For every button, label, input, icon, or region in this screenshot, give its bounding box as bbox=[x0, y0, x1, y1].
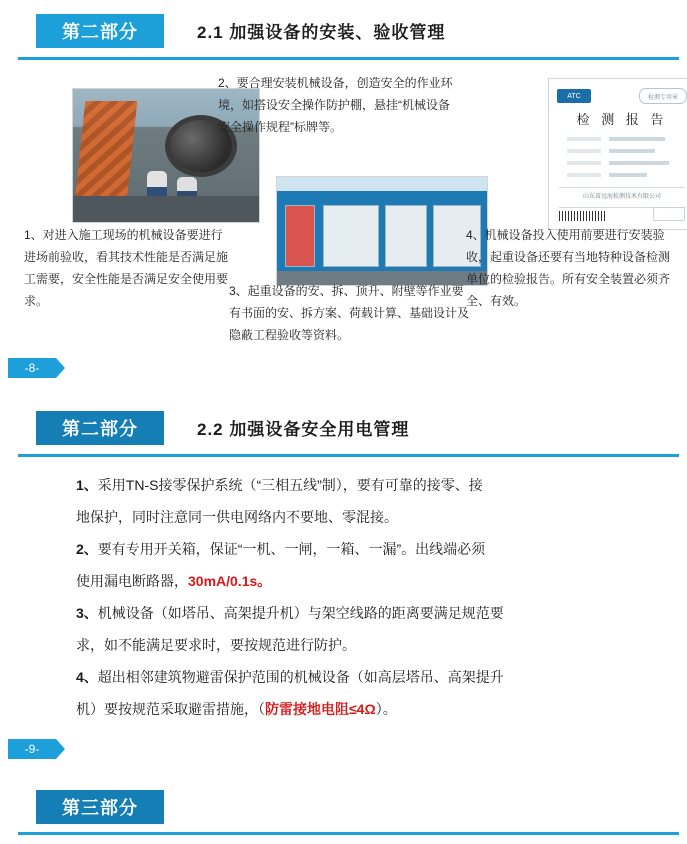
section-tag: 第三部分 bbox=[36, 790, 164, 824]
report-title: 检 测 报 告 bbox=[576, 112, 668, 127]
page-number-badge: -8- bbox=[8, 358, 56, 378]
item-number: 3、 bbox=[76, 605, 98, 621]
list-item-continued bbox=[76, 565, 646, 597]
slide-section-2-2 bbox=[0, 397, 687, 769]
item-text: 要有专用开关箱，保证“一机、一闸，一箱、一漏”。出线端必须 bbox=[97, 541, 486, 557]
caption-4: 4、机械设备投入使用前要进行安装验收，起重设备还要有当地特种设备检测单位的检验报告。所有安全装置必须齐全、有效。 bbox=[466, 228, 671, 308]
header-divider bbox=[18, 832, 679, 835]
page-title: 2.2 加强设备安全用电管理 bbox=[197, 420, 410, 439]
item-text: ）。 bbox=[375, 701, 397, 717]
item-text: 机械设备（如塔吊、高架提升机）与架空线路的距离要满足规范要 bbox=[97, 605, 504, 621]
report-footer bbox=[559, 207, 685, 221]
list-item bbox=[76, 469, 646, 501]
header-divider bbox=[18, 454, 679, 457]
item-text: 机）要按规范采取避雷措施，（ bbox=[76, 701, 265, 717]
section-tag: 第二部分 bbox=[36, 14, 164, 48]
highlight-text: 防雷接地电阻≤4Ω bbox=[265, 701, 376, 717]
report-footer-text: 山东省远海检测技术有限公司 bbox=[582, 194, 661, 200]
report-seal-icon: 检测专用章 bbox=[639, 88, 687, 104]
report-field-label bbox=[567, 137, 601, 141]
shed-panel bbox=[285, 205, 315, 267]
header-divider bbox=[18, 57, 679, 60]
list-item bbox=[76, 661, 646, 693]
photo-protective-shed bbox=[276, 176, 488, 286]
report-header bbox=[557, 87, 687, 105]
report-field-label bbox=[567, 173, 601, 177]
item-text: 求，如不能满足要求时，要按规范进行防护。 bbox=[76, 637, 356, 653]
stamp-icon bbox=[653, 207, 685, 221]
item-number: 4、 bbox=[76, 669, 98, 685]
page-number-badge: -9- bbox=[8, 739, 56, 759]
body-text bbox=[76, 469, 646, 725]
report-field-value bbox=[609, 149, 655, 153]
report-field-value bbox=[609, 173, 647, 177]
slide-header bbox=[0, 778, 687, 844]
report-field-label bbox=[567, 149, 601, 153]
list-item bbox=[76, 597, 646, 629]
page-title: 2.1 加强设备的安装、验收管理 bbox=[197, 23, 446, 42]
item-text: 使用漏电断路器， bbox=[76, 573, 188, 589]
report-divider bbox=[559, 187, 685, 188]
highlight-text: 30mA/0.1s。 bbox=[188, 573, 272, 589]
item-number: 2、 bbox=[76, 541, 98, 557]
barcode-icon bbox=[559, 211, 607, 221]
section-tag: 第二部分 bbox=[36, 411, 164, 445]
item-number: 1、 bbox=[76, 477, 98, 493]
slide-header bbox=[0, 397, 687, 455]
shed-panel bbox=[323, 205, 379, 267]
shed-panel bbox=[385, 205, 427, 267]
report-logo: ATC bbox=[557, 89, 591, 103]
report-field-value bbox=[609, 161, 669, 165]
report-field-label bbox=[567, 161, 601, 165]
slide-section-2-1 bbox=[0, 0, 687, 388]
item-text: 超出相邻建筑物避雷保护范围的机械设备（如高层塔吊、高架提升 bbox=[97, 669, 504, 685]
item-text: 采用TN-S接零保护系统（“三相五线”制），要有可靠的接零、接 bbox=[97, 477, 483, 493]
list-item-continued bbox=[76, 693, 646, 725]
slide-section-3 bbox=[0, 778, 687, 844]
caption-2: 2、要合理安装机械设备，创造安全的作业环境，如搭设安全操作防护棚，悬挂“机械设备安全操作规程”标牌等。 bbox=[218, 76, 453, 134]
list-item bbox=[76, 533, 646, 565]
caption-1: 1、对进入施工现场的机械设备要进行进场前验收，看其技术性能是否满足施工需要，安全性能是否满足安全使用要求。 bbox=[24, 228, 229, 308]
item-text: 地保护，同时注意同一供电网络内不要地、零混接。 bbox=[76, 509, 398, 525]
list-item-continued bbox=[76, 501, 646, 533]
photo-inspection-report bbox=[548, 78, 687, 230]
list-item-continued bbox=[76, 629, 646, 661]
ground-shape bbox=[73, 196, 259, 222]
caption-3: 3、起重设备的安、拆、顶升、附壁等作业要有书面的安、拆方案、荷载计算、基础设计及隐蔽工程验收等资料。 bbox=[229, 284, 470, 342]
report-field-value bbox=[609, 137, 665, 141]
slide-header bbox=[0, 0, 687, 58]
